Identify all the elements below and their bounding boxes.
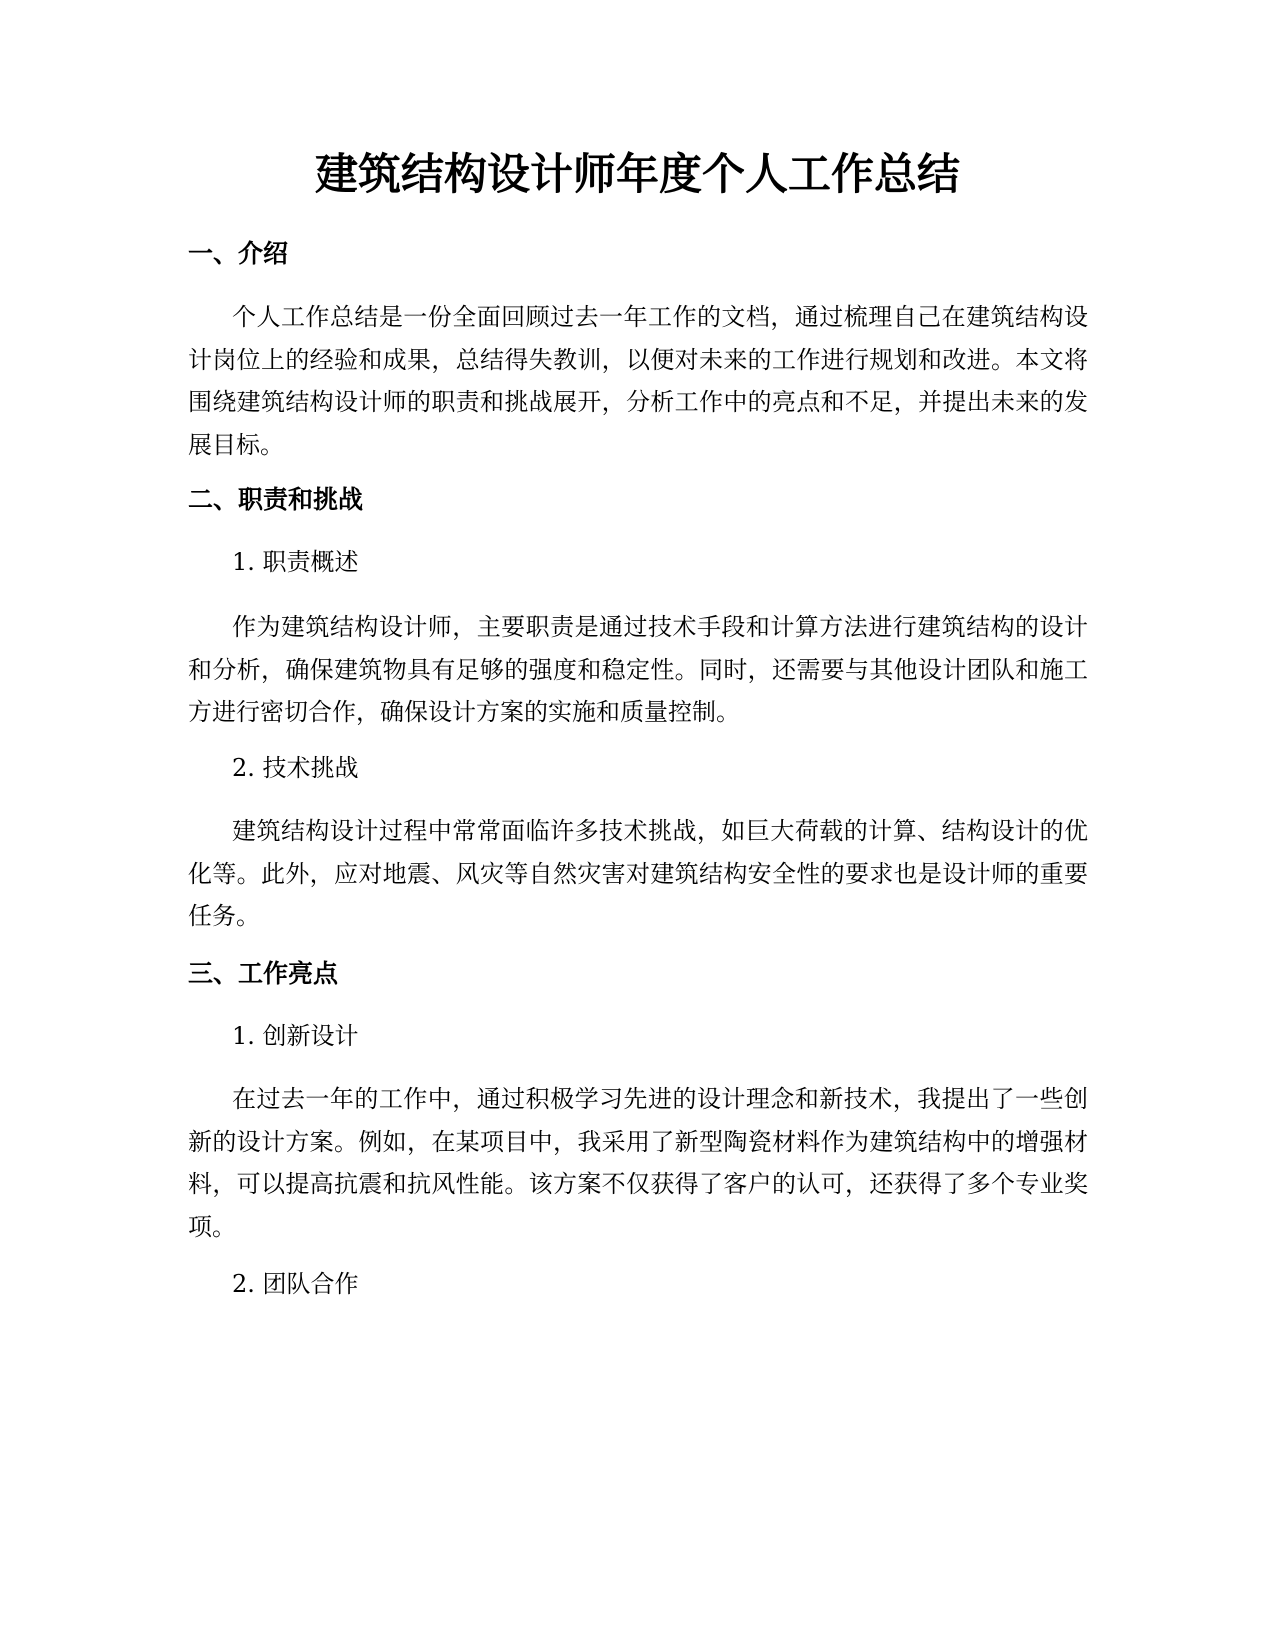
section-heading-introduction: 一、介绍 <box>188 239 289 268</box>
subheading-teamwork: 2. 团队合作 <box>232 1270 359 1298</box>
subheading-innovative-design: 1. 创新设计 <box>232 1022 359 1050</box>
introduction-paragraph: 个人工作总结是一份全面回顾过去一年工作的文档，通过梳理自己在建筑结构设计岗位上的经验和成果，总结得失教训，以便对未来的工作进行规划和改进。本文将围绕建筑结构设计师的职责和挑战展开，分析工作中的亮点和不足，并提出未来的发展目标。 <box>188 303 1088 459</box>
section-heading-duties-challenges: 二、职责和挑战 <box>188 485 364 514</box>
section-heading-work-highlights: 三、工作亮点 <box>188 959 339 988</box>
duties-overview-paragraph: 作为建筑结构设计师，主要职责是通过技术手段和计算方法进行建筑结构的设计和分析，确保建筑物具有足够的强度和稳定性。同时，还需要与其他设计团队和施工方进行密切合作，确保设计方案的实施和质量控制。 <box>188 613 1088 726</box>
innovative-design-paragraph: 在过去一年的工作中，通过积极学习先进的设计理念和新技术，我提出了一些创新的设计方案。例如，在某项目中，我采用了新型陶瓷材料作为建筑结构中的增强材料，可以提高抗震和抗风性能。该方案不仅获得了客户的认可，还获得了多个专业奖项。 <box>188 1085 1088 1241</box>
document-title: 建筑结构设计师年度个人工作总结 <box>315 150 960 200</box>
subheading-duties-overview: 1. 职责概述 <box>232 548 359 576</box>
technical-challenges-paragraph: 建筑结构设计过程中常常面临许多技术挑战，如巨大荷载的计算、结构设计的优化等。此外，应对地震、风灾等自然灾害对建筑结构安全性的要求也是设计师的重要任务。 <box>188 817 1088 930</box>
subheading-technical-challenges: 2. 技术挑战 <box>232 754 359 782</box>
